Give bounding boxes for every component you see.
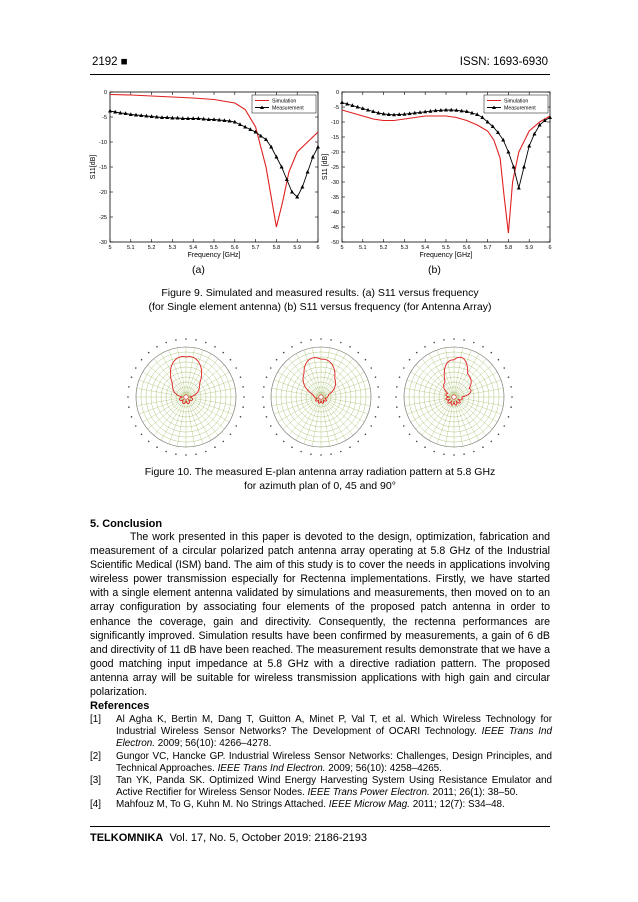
angle-tick [377,406,379,408]
conclusion-heading: 5. Conclusion [90,518,163,530]
reference-text: Mahfouz M, To G, Kuhn M. No Strings Attached. IEEE Microw Mag. 2011; 12(7): S34–48. [116,799,505,811]
page-header-left [92,56,128,68]
angle-tick [403,425,405,427]
figure-9-caption-line2: (for Single element antenna) (b) S11 versus frequency (for Antenna Array) [148,301,492,313]
angle-tick [300,342,302,344]
page-number: 2192 [92,56,118,68]
angle-tick [276,359,278,361]
reference-journal: IEEE Trans Power Electron. [307,787,430,799]
reference-journal: IEEE Microw Mag. [328,799,410,811]
angle-tick [357,352,359,354]
conclusion-paragraph: The work presented in this paper is devoted to the design, optimization, fabrication and measurement of a circular polarized patch antenna array operating at 5.8 GHz of the Industrial Scientific Medical (ISM) band. The aim of this study is to cover the needs in applications involving wireless power transmission especially for Rectenna implementations. Firstly, we have started with a single element antenna validated by simulations and measurements, then moved on to an array configuration by associating four elements of the proposed patch antenna in order to enhance the coverage, gain and directivity. Consequently, the rectenna performances are significantly improved. Simulation results have been confirmed by measurements, a gain of 6 dB and directivity of 11 dB have been reached. The measurement results demonstrate that we have a good matching input impedance at 5.8 GHz with a directive radiation pattern. The proposed antenna array will be suitable for wireless transmission applications with high gain and circular polarization. [90,531,550,699]
angle-tick [396,406,398,408]
angle-tick [330,339,332,341]
angle-tick [240,416,242,418]
angle-tick [263,406,265,408]
x-tick-label: 5.6 [462,245,471,251]
legend-label: Measurement [272,105,304,112]
angle-tick [490,441,492,443]
x-tick-label: 5.5 [210,245,218,251]
angle-tick [175,339,177,341]
angle-tick [127,396,129,398]
reference-list [90,714,552,812]
angle-tick [156,346,158,348]
angle-tick [262,396,264,398]
header-marker: ■ [120,56,128,68]
y-tick-label: -50 [331,240,339,246]
angle-tick [453,454,455,456]
angle-tick [222,441,224,443]
figure-9a-label: (a) [192,264,205,276]
angle-tick [148,441,150,443]
x-tick-label: 5.7 [251,245,260,251]
angle-tick [378,396,380,398]
angle-tick [473,342,475,344]
y-tick-label: 0 [335,90,339,96]
angle-tick [240,376,242,378]
reference-number: [3] [90,775,101,787]
angle-tick [490,352,492,354]
angle-tick [270,367,272,369]
polar-center [319,395,323,399]
angle-tick [510,406,512,408]
angle-tick [396,386,398,388]
angle-tick [357,441,359,443]
angle-tick [508,376,510,378]
y-tick-label: -20 [331,150,339,156]
y-tick-label: -30 [331,180,339,186]
angle-tick [283,441,285,443]
polar-plot-90 [390,333,518,466]
reference-item [90,799,552,811]
reference-number: [1] [90,714,101,725]
x-tick-label: 5.2 [147,245,156,251]
angle-tick [399,416,401,418]
angle-tick [135,425,137,427]
angle-tick [498,433,500,435]
header-rule [90,74,550,75]
y-tick-label: -10 [331,120,339,126]
x-tick-label: 5.8 [272,245,281,251]
angle-tick [165,342,167,344]
issn-label: ISSN: 1693-6930 [459,56,548,68]
angle-tick [433,451,435,453]
polar-plot-90-svg [390,333,518,461]
angle-tick [266,376,268,378]
angle-tick [205,451,207,453]
angle-tick [310,339,312,341]
angle-tick [409,433,411,435]
chart-b-svg [320,84,560,266]
angle-tick [141,359,143,361]
angle-tick [399,376,401,378]
reference-text: Gungor VC, Hancke GP. Industrial Wireless Sensor Networks: Challenges, Design Principles, and Technical Approaches. IEEE Trans Ind Electron. 2009; 56(10): 4258–4265. [116,750,552,774]
angle-tick [235,425,237,427]
angle-tick [235,367,237,369]
angle-tick [263,386,265,388]
angle-tick [443,453,445,455]
reference-journal: IEEE Trans Ind Electron. [116,726,552,750]
legend-label: Simulation [504,98,529,105]
y-tick-label: -25 [331,165,339,171]
angle-tick [230,359,232,361]
angle-tick [349,346,351,348]
figure-9b-label: (b) [428,264,441,276]
angle-tick [416,441,418,443]
polar-plot-0 [122,333,250,466]
figure-10-caption [90,465,550,493]
angle-tick [510,386,512,388]
x-tick-label: 5.4 [421,245,430,251]
x-tick-label: 5 [340,245,344,251]
angle-tick [403,367,405,369]
y-tick-label: -10 [99,140,107,146]
angle-tick [291,446,293,448]
x-tick-label: 5 [108,245,112,251]
angle-tick [214,346,216,348]
y-tick-label: 0 [103,90,107,96]
polar-center [184,395,188,399]
reference-item [90,775,552,799]
angle-tick [511,396,513,398]
angle-tick [230,433,232,435]
x-tick-label: 5.4 [189,245,198,251]
polar-center [452,395,456,399]
figure-9-caption [90,286,550,314]
angle-tick [156,446,158,448]
angle-tick [310,453,312,455]
angle-tick [266,416,268,418]
angle-tick [473,451,475,453]
angle-tick [424,446,426,448]
angle-tick [128,406,130,408]
reference-journal: IEEE Trans Ind Electron. [217,762,326,774]
angle-tick [195,339,197,341]
y-tick-label: -40 [331,210,339,216]
angle-tick [409,359,411,361]
polar-plot-0-svg [122,333,250,461]
angle-tick [291,346,293,348]
angle-tick [320,338,322,340]
x-axis-label: Frequency [GHz] [187,252,241,259]
angle-tick [175,453,177,455]
angle-tick [222,352,224,354]
legend-label: Measurement [504,105,536,112]
angle-tick [283,352,285,354]
angle-tick [195,453,197,455]
x-tick-label: 6 [548,245,552,251]
x-tick-label: 5.1 [358,245,367,251]
angle-tick [300,451,302,453]
angle-tick [375,416,377,418]
page-footer [90,832,367,844]
footer-journal: TELKOMNIKA [90,832,164,844]
plot-frame [342,92,550,242]
figure-9-caption-line1: Figure 9. Simulated and measured results. (a) S11 versus frequency [161,287,479,299]
x-tick-label: 6 [316,245,320,251]
angle-tick [214,446,216,448]
x-tick-label: 5.8 [504,245,513,251]
angle-tick [443,339,445,341]
reference-text: Al Agha K, Bertin M, Dang T, Guitton A, Minet P, Val T, et al. Which Wireless Technology for Industrial Wireless Sensor Networks? The Development of OCARI Technology. IEEE Trans Ind Electron. 2009; 56(10): 4266–4278. [116,714,552,750]
angle-tick [135,367,137,369]
angle-tick [503,425,505,427]
y-tick-label: -5 [102,115,107,121]
y-tick-label: -35 [331,195,339,201]
angle-tick [330,453,332,455]
angle-tick [349,446,351,448]
y-tick-label: -25 [99,215,107,221]
y-tick-label: -30 [99,240,107,246]
x-tick-label: 5.1 [126,245,135,251]
angle-tick [370,367,372,369]
angle-tick [395,396,397,398]
x-tick-label: 5.5 [442,245,450,251]
polar-plot-45-svg [257,333,385,461]
y-axis-label: S11 [dB] [322,153,329,181]
angle-tick [276,433,278,435]
angle-tick [416,352,418,354]
angle-tick [463,453,465,455]
x-tick-label: 5.9 [293,245,302,251]
figure-10-caption-line1: Figure 10. The measured E-plan antenna array radiation pattern at 5.8 GHz [144,466,496,478]
legend-label: Simulation [272,98,297,105]
chart-a-svg [88,84,328,266]
figure-10-caption-line2: for azimuth plan of 0, 45 and 90° [244,480,396,492]
polar-plot-45 [257,333,385,466]
angle-tick [433,342,435,344]
angle-tick [482,446,484,448]
angle-tick [503,367,505,369]
x-tick-label: 5.9 [525,245,534,251]
angle-tick [320,454,322,456]
angle-tick [340,451,342,453]
angle-tick [131,416,133,418]
angle-tick [205,342,207,344]
angle-tick [463,339,465,341]
chart-a [88,84,328,266]
x-axis-label: Frequency [GHz] [419,252,473,259]
footer-rule [90,826,550,827]
y-tick-label: -20 [99,190,107,196]
y-tick-label: -15 [331,135,339,141]
angle-tick [365,433,367,435]
x-tick-label: 5.3 [168,245,177,251]
angle-tick [243,396,245,398]
angle-tick [185,338,187,340]
reference-number: [2] [90,750,101,762]
angle-tick [482,346,484,348]
x-tick-label: 5.6 [230,245,239,251]
angle-tick [365,359,367,361]
angle-tick [340,342,342,344]
angle-tick [185,454,187,456]
angle-tick [508,416,510,418]
angle-tick [377,386,379,388]
y-tick-label: -45 [331,225,339,231]
x-tick-label: 5.3 [400,245,409,251]
footer-info: Vol. 17, No. 5, October 2019: 2186-2193 [169,832,367,844]
angle-tick [370,425,372,427]
angle-tick [141,433,143,435]
angle-tick [375,376,377,378]
angle-tick [148,352,150,354]
references-heading: References [90,700,150,712]
reference-text: Tan YK, Panda SK. Optimized Wind Energy Harvesting System Using Resistance Emulator and Active Rectifier for Wireless Sensor Nodes. IEEE Trans Power Electron. 2011; 26(1): 38–50. [116,775,552,799]
angle-tick [165,451,167,453]
y-axis-label: S11[dB] [90,154,97,180]
angle-tick [128,386,130,388]
x-tick-label: 5.7 [483,245,492,251]
reference-number: [4] [90,799,101,811]
chart-b [320,84,560,266]
y-tick-label: -15 [99,165,107,171]
angle-tick [242,406,244,408]
angle-tick [453,338,455,340]
angle-tick [131,376,133,378]
y-tick-label: -5 [334,105,339,111]
reference-item [90,714,552,751]
angle-tick [424,346,426,348]
angle-tick [498,359,500,361]
x-tick-label: 5.2 [379,245,388,251]
reference-item [90,751,552,775]
angle-tick [242,386,244,388]
angle-tick [270,425,272,427]
